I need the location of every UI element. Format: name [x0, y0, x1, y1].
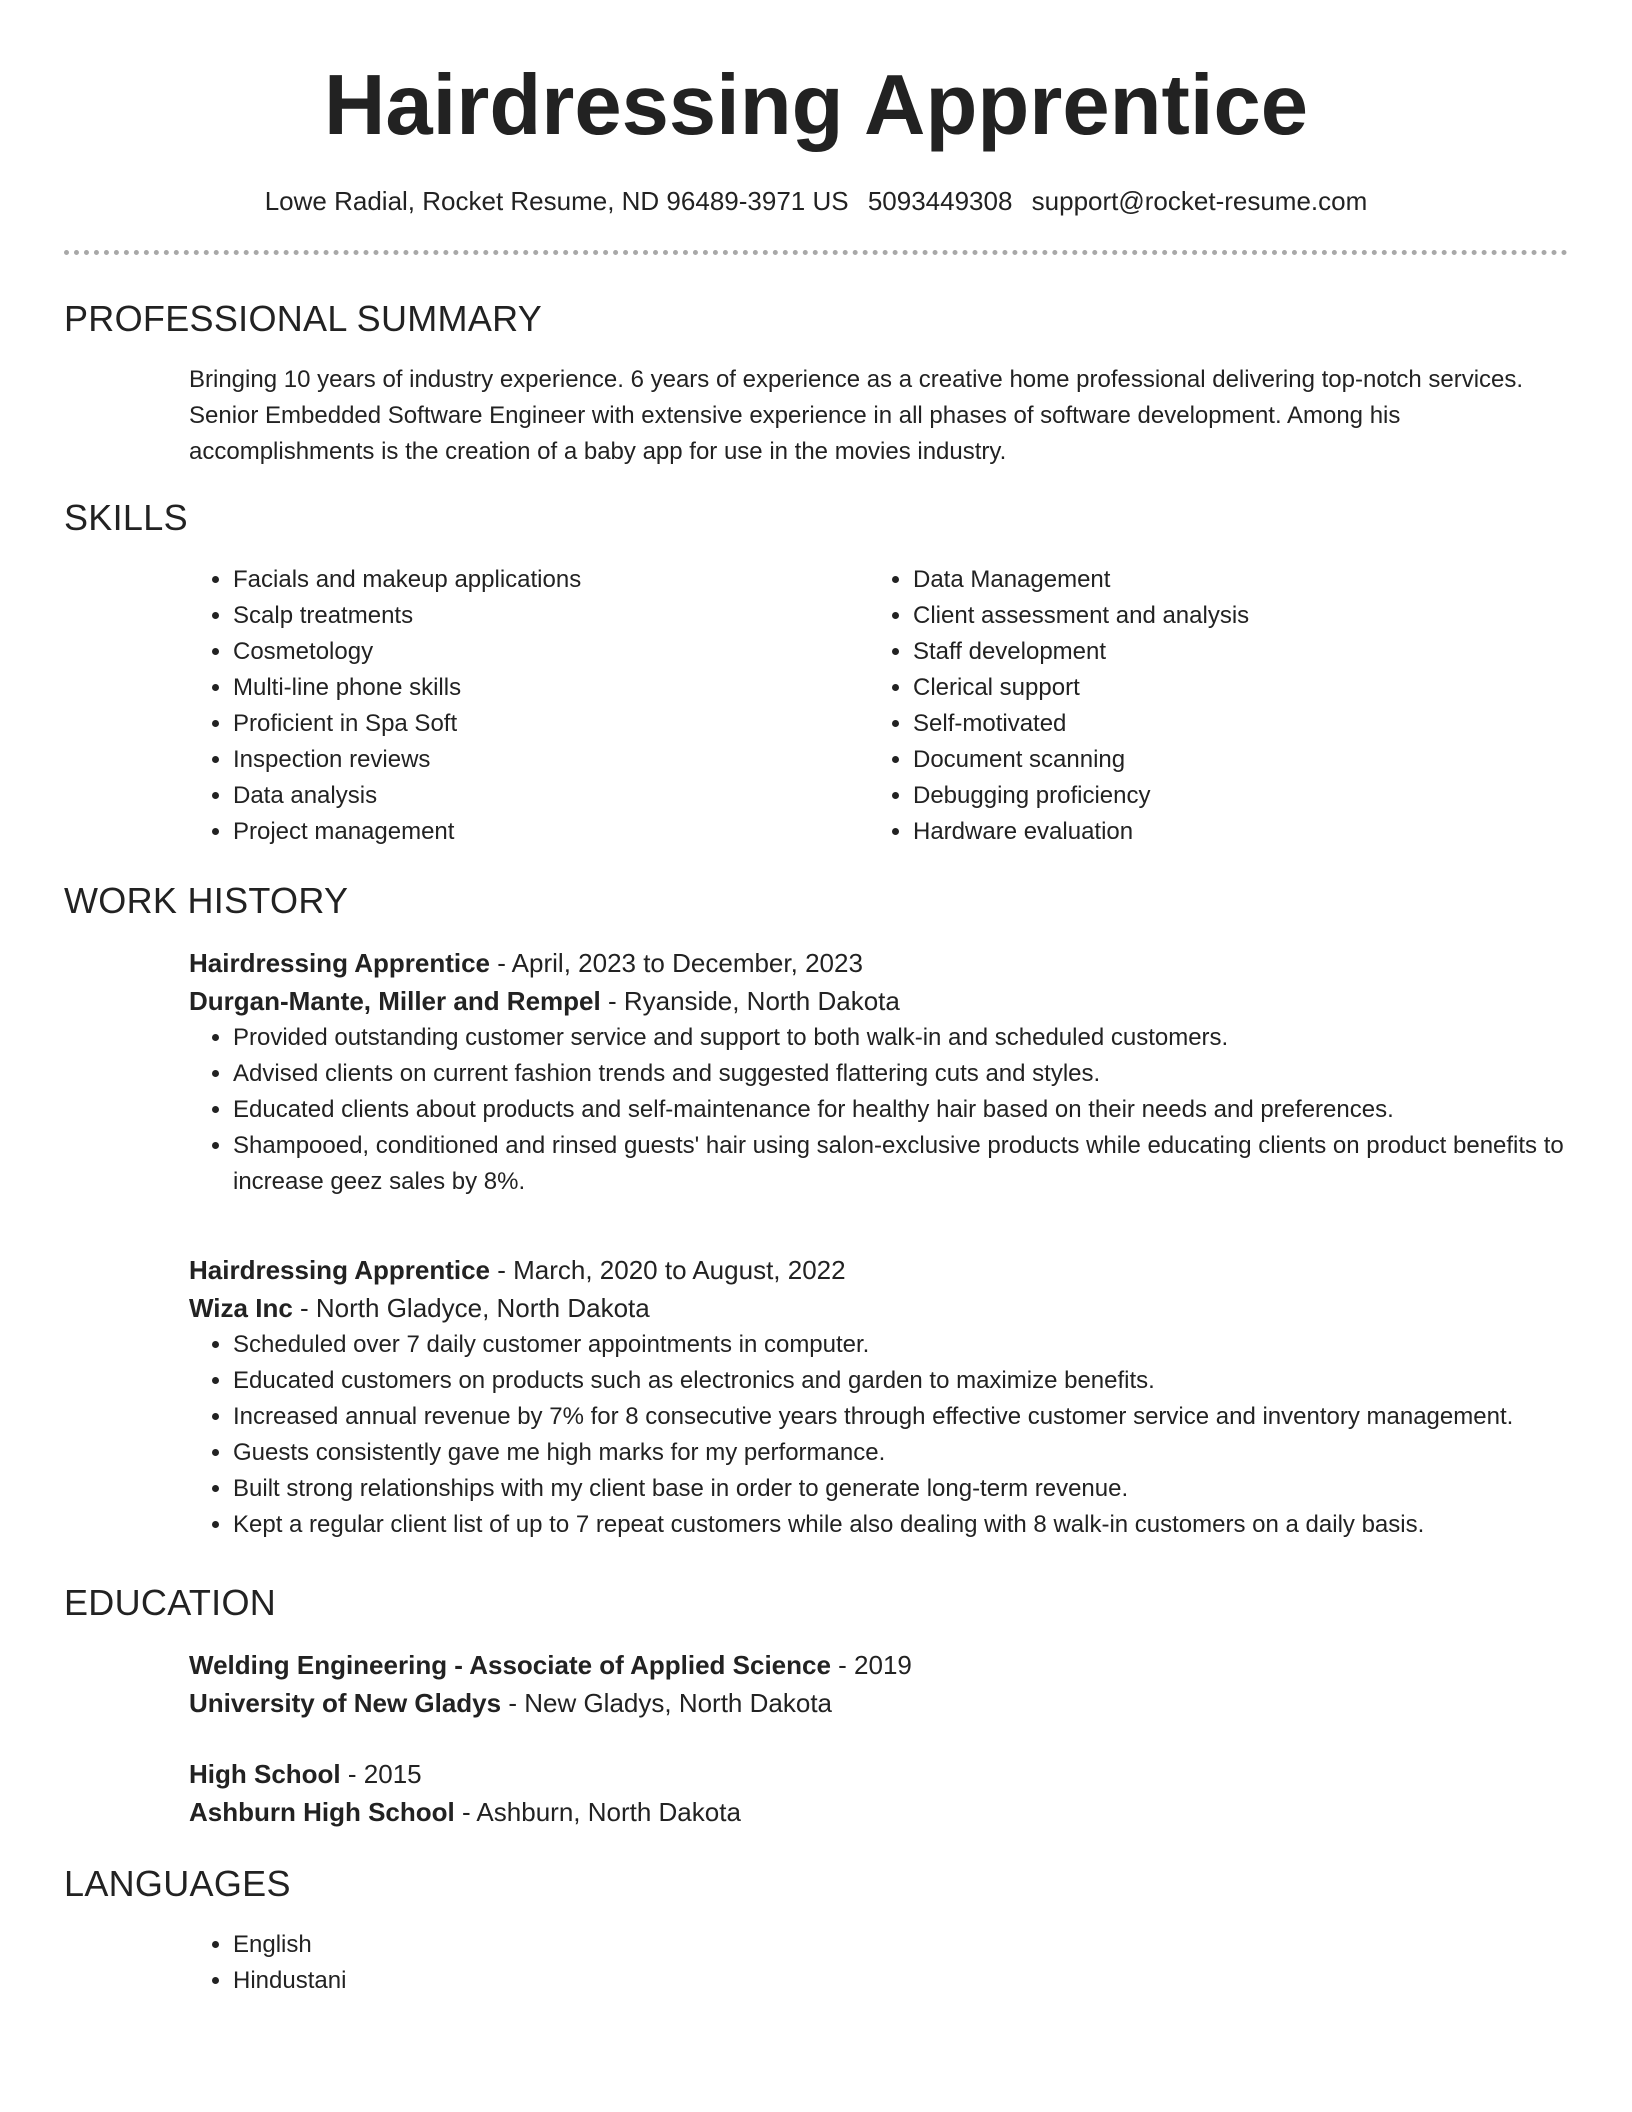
skill-item: • Client assessment and analysis	[913, 598, 1549, 634]
education-school-line	[189, 1793, 1569, 1831]
skills-column-left	[189, 562, 869, 850]
education-degree-line	[189, 1646, 1569, 1684]
header-divider	[64, 250, 1568, 255]
job-entry-1	[189, 944, 1569, 1200]
job-dates: - April, 2023 to December, 2023	[490, 948, 863, 978]
education-location: - Ashburn, North Dakota	[454, 1797, 741, 1827]
job-bullet: • Provided outstanding customer service and support to both walk-in and scheduled customers.	[233, 1020, 1569, 1056]
job-company: Durgan-Mante, Miller and Rempel	[189, 986, 601, 1016]
summary-text: Bringing 10 years of industry experience. 6 years of experience as a creative home professional delivering top-notch services. Senior Embedded Software Engineer with extensive experience in all phases of software development. Among his accomplishments is the creation of a baby app for use in the movies industry.	[189, 366, 1524, 465]
skill-item: • Inspection reviews	[233, 742, 869, 778]
skill-item: • Data analysis	[233, 778, 869, 814]
skill-item: • Scalp treatments	[233, 598, 869, 634]
skill-item: • Self-motivated	[913, 706, 1549, 742]
education-heading: EDUCATION	[64, 1582, 277, 1623]
job-bullet: • Educated clients about products and self-maintenance for healthy hair based on their needs and preferences.	[233, 1092, 1569, 1128]
contact-phone: 5093449308	[867, 186, 1013, 216]
skills-heading: SKILLS	[64, 497, 188, 538]
job-location: - North Gladyce, North Dakota	[292, 1293, 650, 1323]
resume-header	[0, 0, 1632, 218]
skill-item: • Project management	[233, 814, 869, 850]
job-bullet: • Advised clients on current fashion trends and suggested flattering cuts and styles.	[233, 1056, 1569, 1092]
job-bullet: • Kept a regular client list of up to 7 repeat customers while also dealing with 8 walk-in customers on a daily basis.	[233, 1507, 1569, 1543]
summary-heading: PROFESSIONAL SUMMARY	[64, 298, 543, 339]
candidate-name: Hairdressing Apprentice	[323, 58, 1309, 153]
languages-heading: LANGUAGES	[64, 1863, 291, 1904]
job-role: Hairdressing Apprentice	[189, 1255, 491, 1285]
education-entry-1	[189, 1646, 1569, 1722]
skills-grid	[189, 562, 1569, 850]
skill-item: • Clerical support	[913, 670, 1549, 706]
job-bullet: • Increased annual revenue by 7% for 8 consecutive years through effective customer service and inventory management.	[233, 1399, 1569, 1435]
skill-item: • Hardware evaluation	[913, 814, 1549, 850]
education-degree: Welding Engineering - Associate of Applied Science	[189, 1650, 831, 1680]
contact-email: support@rocket-resume.com	[1031, 186, 1368, 216]
contact-address: Lowe Radial, Rocket Resume, ND 96489-3971 US	[264, 186, 849, 216]
education-year: - 2015	[340, 1759, 422, 1789]
skill-item: • Data Management	[913, 562, 1549, 598]
job-role: Hairdressing Apprentice	[189, 948, 491, 978]
job-entry-2	[189, 1251, 1569, 1543]
skill-item: • Debugging proficiency	[913, 778, 1549, 814]
education-year: - 2019	[830, 1650, 912, 1680]
job-dates: - March, 2020 to August, 2022	[490, 1255, 846, 1285]
language-item: • Hindustani	[233, 1963, 1569, 1999]
skills-section	[189, 562, 1569, 850]
job-bullet: • Built strong relationships with my client base in order to generate long-term revenue.	[233, 1471, 1569, 1507]
skill-item: • Facials and makeup applications	[233, 562, 869, 598]
job-bullet: • Scheduled over 7 daily customer appointments in computer.	[233, 1327, 1569, 1363]
job-bullet: • Educated customers on products such as electronics and garden to maximize benefits.	[233, 1363, 1569, 1399]
languages-section	[189, 1927, 1569, 1999]
education-degree-line	[189, 1755, 1569, 1793]
education-school: Ashburn High School	[189, 1797, 455, 1827]
job-bullet: • Shampooed, conditioned and rinsed guests' hair using salon-exclusive products while educating clients on product benefits to increase geez sales by 8%.	[233, 1128, 1569, 1200]
job-company-line	[189, 982, 1569, 1020]
education-entry-2	[189, 1755, 1569, 1831]
skills-column-right	[869, 562, 1549, 850]
skill-item: • Document scanning	[913, 742, 1549, 778]
job-title-line	[189, 1251, 1569, 1289]
language-item: • English	[233, 1927, 1569, 1963]
work-heading: WORK HISTORY	[64, 880, 349, 921]
education-school-line	[189, 1684, 1569, 1722]
job-company: Wiza Inc	[189, 1293, 293, 1323]
education-school: University of New Gladys	[189, 1688, 502, 1718]
skill-item: • Proficient in Spa Soft	[233, 706, 869, 742]
job-company-line	[189, 1289, 1569, 1327]
job-location: - Ryanside, North Dakota	[600, 986, 900, 1016]
job-bullet: • Guests consistently gave me high marks for my performance.	[233, 1435, 1569, 1471]
skill-item: • Staff development	[913, 634, 1549, 670]
summary-section	[189, 362, 1569, 470]
skill-item: • Multi-line phone skills	[233, 670, 869, 706]
education-location: - New Gladys, North Dakota	[501, 1688, 832, 1718]
education-degree: High School	[189, 1759, 341, 1789]
contact-line	[0, 184, 1632, 218]
skill-item: • Cosmetology	[233, 634, 869, 670]
job-title-line	[189, 944, 1569, 982]
